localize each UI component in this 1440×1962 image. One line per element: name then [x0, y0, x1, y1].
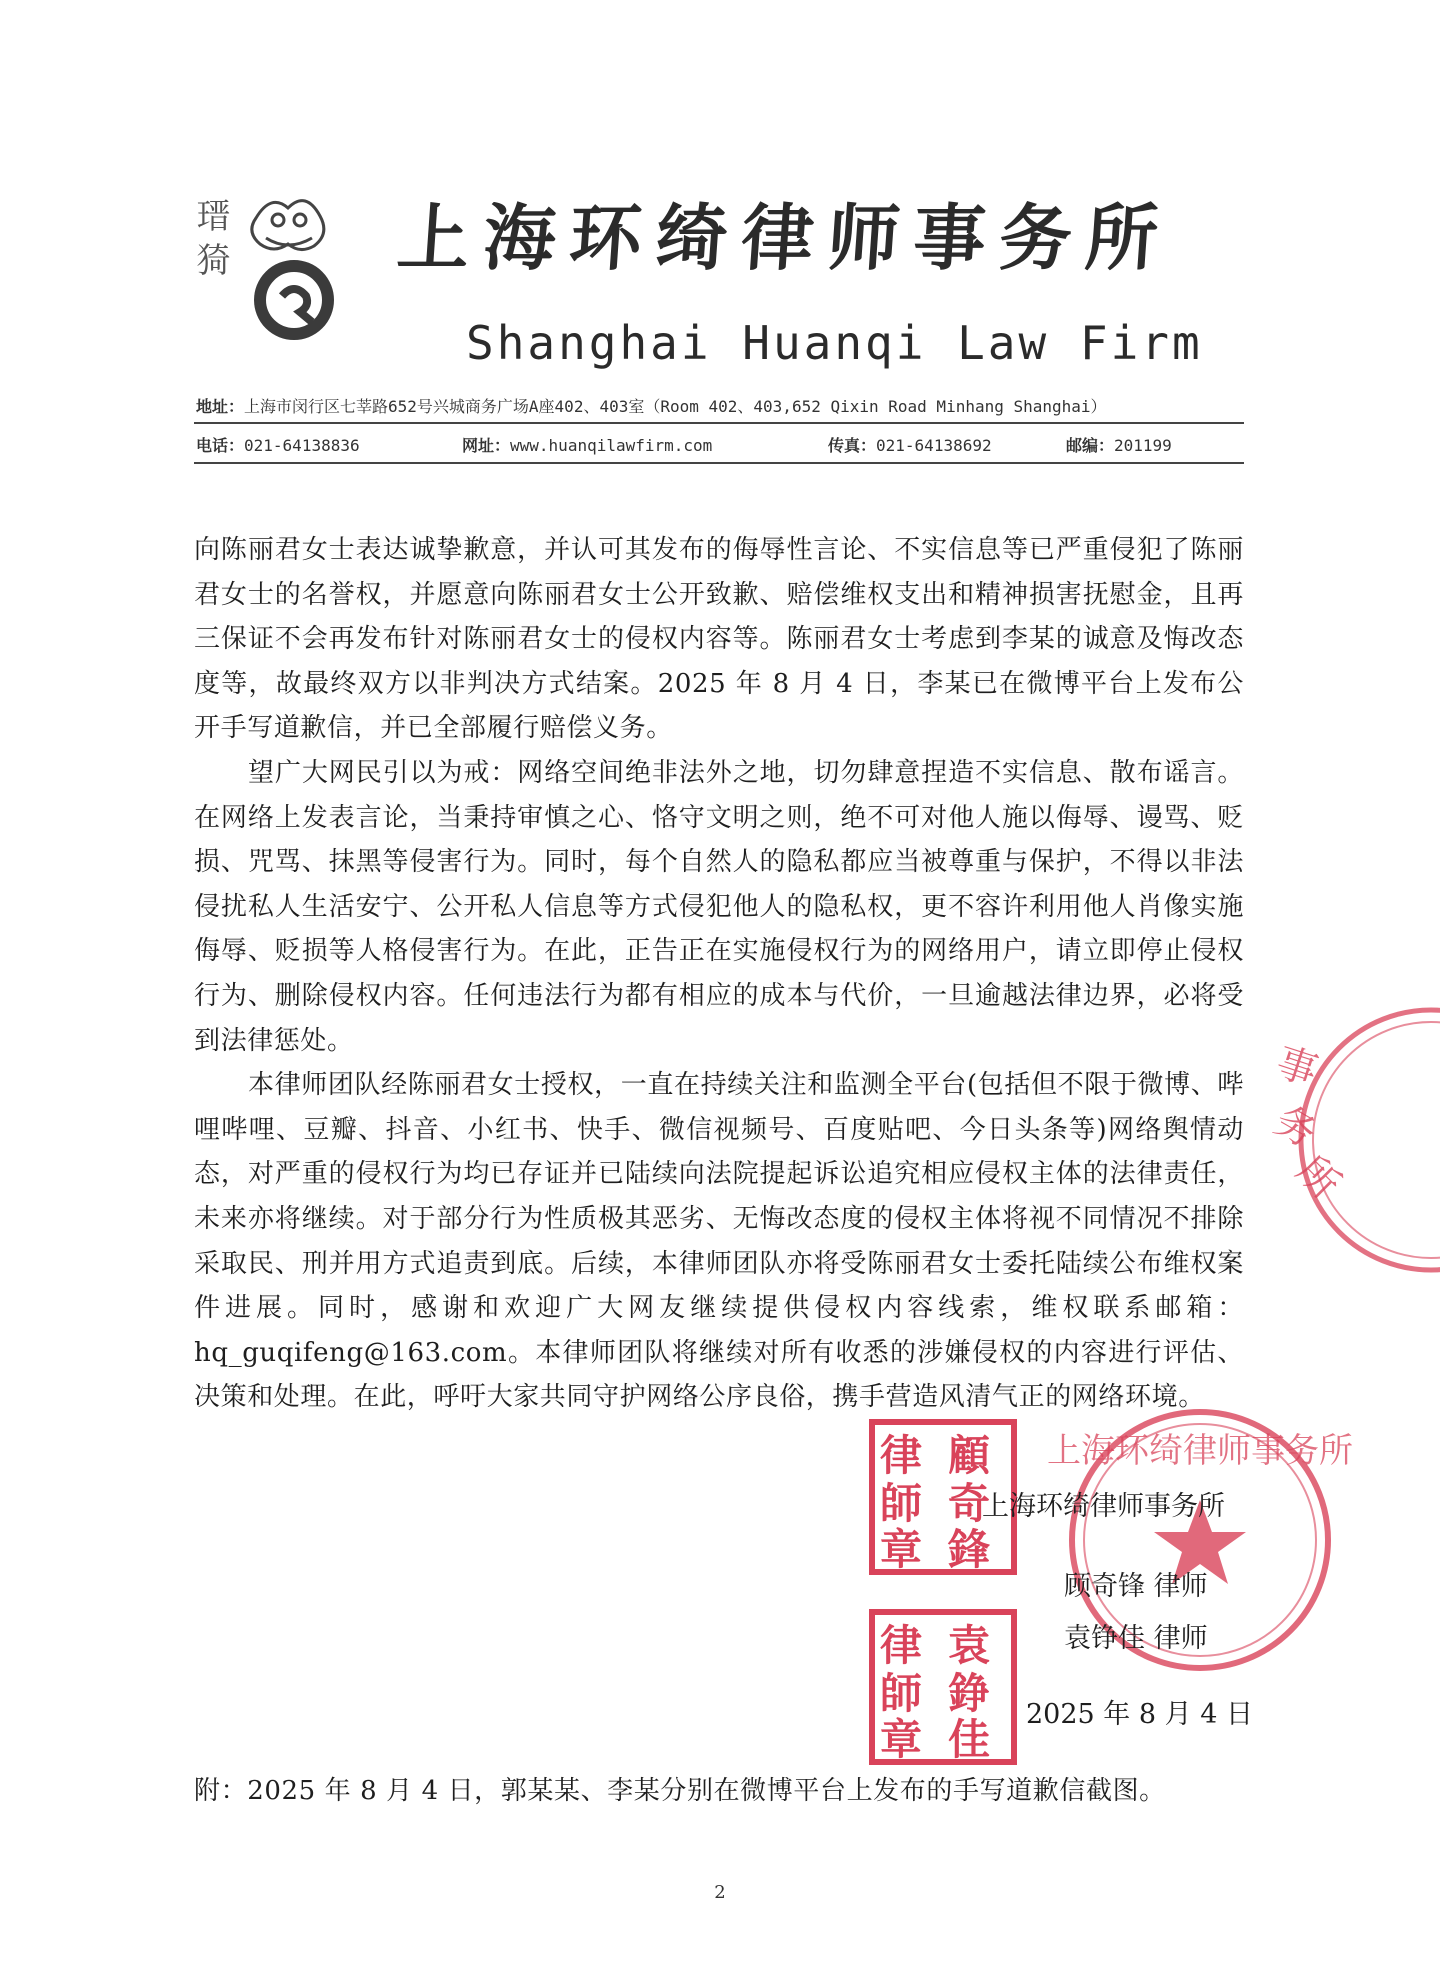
postcode-item: [1066, 433, 1172, 456]
signature-lawyer-2: 袁铮佳 律师: [1064, 1623, 1208, 1654]
postcode-label: 邮编：: [1066, 436, 1115, 455]
svg-text:事: 事: [1270, 1039, 1324, 1096]
signature-lawyer-1: 顾奇锋 律师: [1064, 1571, 1208, 1602]
contact-row: [196, 433, 1246, 455]
phone-label: 电话：: [196, 436, 245, 455]
svg-text:务: 务: [1266, 1097, 1325, 1158]
paragraph-3: 本律师团队经陈丽君女士授权，一直在持续关注和监测全平台(包括但不限于微博、哔哩哔哩、豆瓣、抖音、小红书、快手、微信视频号、百度贴吧、今日头条等)网络舆情动态，对严重的侵权行为均已存证并已陆续向法院提起诉讼追究相应侵权主体的法律责任，未来亦将继续。对于部分行为性质极其恶劣、无悔改态度的侵权主体将视不同情况不排除采取民、刑并用方式追责到底。后续，本律师团队亦将受陈丽君女士委托陆续公布维权案件进展。同时，感谢和欢迎广大网友继续提供侵权内容线索，维权联系邮箱：hq_guqifeng@163.com。本律师团队将继续对所有收悉的涉嫌侵权的内容进行评估、决策和处理。在此，呼吁大家共同守护网络公序良俗，携手营造风清气正的网络环境。: [194, 1070, 1244, 1413]
fax-item: [828, 433, 992, 456]
phone-value: 021-64138836: [244, 436, 360, 455]
svg-text:佳: 佳: [948, 1715, 991, 1764]
header-rule-bottom: [194, 462, 1244, 464]
svg-text:律: 律: [880, 1621, 923, 1670]
svg-text:所: 所: [1287, 1147, 1349, 1209]
svg-text:袁: 袁: [948, 1621, 991, 1670]
address-line: [196, 394, 1107, 417]
svg-text:師: 師: [880, 1669, 923, 1718]
svg-text:章: 章: [880, 1715, 923, 1764]
website-value: www.huanqilawfirm.com: [510, 436, 713, 455]
firm-name-cn: 上海环绮律师事务所: [394, 195, 1175, 280]
svg-text:鋒: 鋒: [948, 1525, 991, 1574]
website-label: 网址：: [462, 436, 511, 455]
firm-seal-partial: [1256, 1000, 1440, 1280]
firm-seal-text: 上海环绮律师事务所: [1047, 1431, 1353, 1471]
website-item: [462, 433, 712, 456]
paragraph-2: 望广大网民引以为戒：网络空间绝非法外之地，切勿肆意捏造不实信息、散布谣言。在网络上发表言论，当秉持审慎之心、恪守文明之则，绝不可对他人施以侮辱、谩骂、贬损、咒骂、抹黑等侵害行为。同时，每个自然人的隐私都应当被尊重与保护，不得以非法侵扰私人生活安宁、公开私人信息等方式侵犯他人的隐私权，更不容许利用他人肖像实施侮辱、贬损等人格侵害行为。在此，正告正在实施侵权行为的网络用户，请立即停止侵权行为、删除侵权内容。任何违法行为都有相应的成本与代价，一旦逾越法律边界，必将受到法律惩处。: [194, 757, 1244, 1056]
header-rule-top: [194, 422, 1244, 424]
postcode-value: 201199: [1114, 436, 1172, 455]
svg-text:師: 師: [880, 1479, 923, 1528]
attachment-note: 附：2025 年 8 月 4 日，郭某某、李某分别在微博平台上发布的手写道歉信截图。: [194, 1776, 1166, 1806]
phone-item: [196, 433, 360, 456]
address-label: 地址：: [196, 397, 245, 416]
paragraph-1: 向陈丽君女士表达诚挚歉意，并认可其发布的侮辱性言论、不实信息等已严重侵犯了陈丽君女士的名誉权，并愿意向陈丽君女士公开致歉、赔偿维权支出和精神损害抚慰金，且再三保证不会再发布针对陈丽君女士的侵权内容等。陈丽君女士考虑到李某的诚意及悔改态度等，故最终双方以非判决方式结案。2025 年 8 月 4 日，李某已在微博平台上发布公开手写道歉信，并已全部履行赔偿义务。: [194, 535, 1244, 744]
svg-text:錚: 錚: [948, 1669, 991, 1718]
letter-body: [194, 528, 1244, 1420]
page-number: 2: [714, 1882, 726, 1903]
fax-value: 021-64138692: [876, 436, 992, 455]
svg-text:章: 章: [880, 1525, 923, 1574]
logo-glyphs: 瑨猗: [190, 198, 230, 286]
lawyer-seal-yuan: [868, 1608, 1018, 1766]
address-value: 上海市闵行区七莘路652号兴城商务广场A座402、403室（Room 402、403,652 Qixin Road Minhang Shanghai）: [244, 397, 1107, 416]
svg-text:顧: 顧: [948, 1431, 991, 1480]
svg-text:奇: 奇: [948, 1479, 991, 1528]
signature-firm: 上海环绮律师事务所: [982, 1491, 1225, 1522]
firm-name-en: Shanghai Huanqi Law Firm: [466, 316, 1203, 370]
signature-date: 2025 年 8 月 4 日: [1026, 1699, 1253, 1730]
firm-logo: [190, 178, 344, 346]
fax-label: 传真：: [828, 436, 877, 455]
svg-text:律: 律: [880, 1431, 923, 1480]
